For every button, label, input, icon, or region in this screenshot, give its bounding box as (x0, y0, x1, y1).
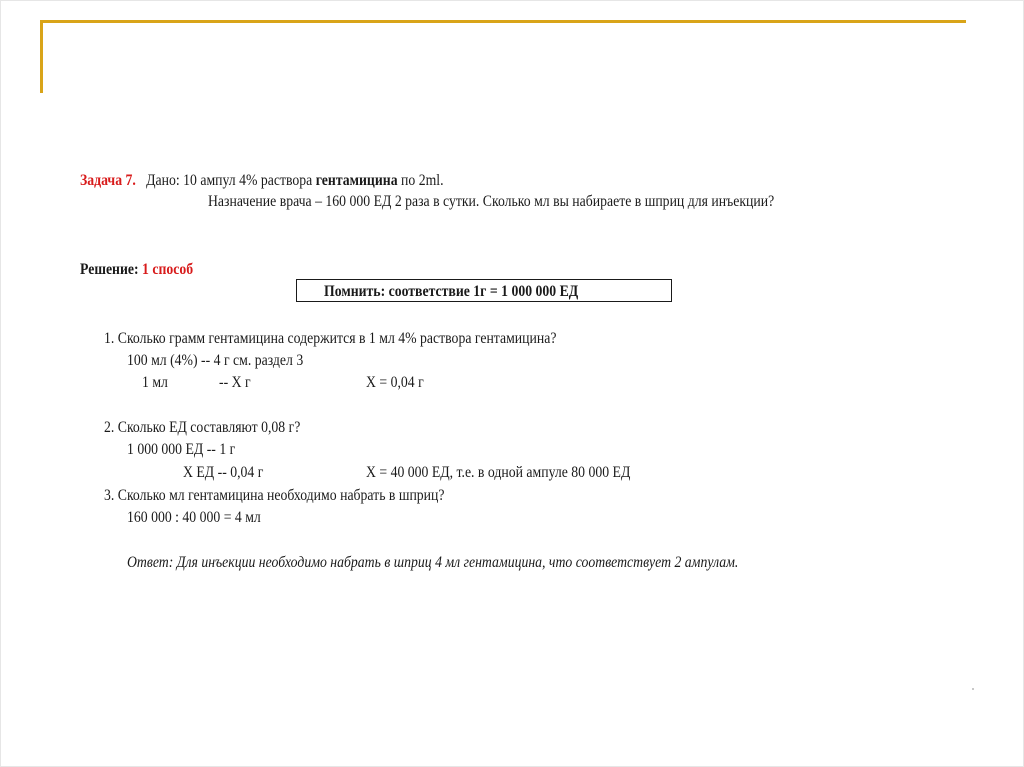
answer-text: Ответ: Для инъекции необходимо набрать в шприц 4 мл гентамицина, что соответствует 2 ампулам. (127, 554, 739, 571)
step1-question: 1. Сколько грамм гентамицина содержится в 1 мл 4% раствора гентамицина? (104, 330, 557, 347)
task-given: Дано: 10 ампул 4% раствора (146, 172, 316, 189)
step1-line1: 100 мл (4%) -- 4 г см. раздел 3 (127, 352, 304, 369)
step1-line2c: Х = 0,04 г (366, 374, 424, 391)
step1-line2a: 1 мл (142, 374, 168, 391)
solution-method: 1 способ (142, 261, 194, 278)
task-line (80, 172, 444, 190)
task-drug: гентамицина (315, 172, 398, 189)
accent-line-left (40, 20, 43, 93)
remember-text: Помнить: соответствие 1г = 1 000 000 ЕД (324, 283, 579, 300)
step2-line2a: Х ЕД -- 0,04 г (183, 464, 264, 481)
accent-line-top (40, 20, 966, 23)
step2-line1: 1 000 000 ЕД -- 1 г (127, 441, 236, 458)
solution-label: Решение: (80, 261, 139, 278)
task-prescription: Назначение врача – 160 000 ЕД 2 раза в сутки. Сколько мл вы набираете в шприц для инъекции? (208, 193, 775, 210)
step2-question: 2. Сколько ЕД составляют 0,08 г? (104, 419, 301, 436)
task-given-suffix: по 2ml. (397, 172, 444, 189)
step3-line1: 160 000 : 40 000 = 4 мл (127, 509, 261, 526)
solution-header (80, 261, 193, 279)
task-label: Задача 7. (80, 172, 136, 189)
decorative-dot (972, 688, 974, 690)
step2-line2c: Х = 40 000 ЕД, т.е. в одной ампуле 80 000 ЕД (366, 464, 631, 481)
step3-question: 3. Сколько мл гентамицина необходимо набрать в шприц? (104, 487, 445, 504)
step1-line2b: -- Х г (219, 374, 251, 391)
